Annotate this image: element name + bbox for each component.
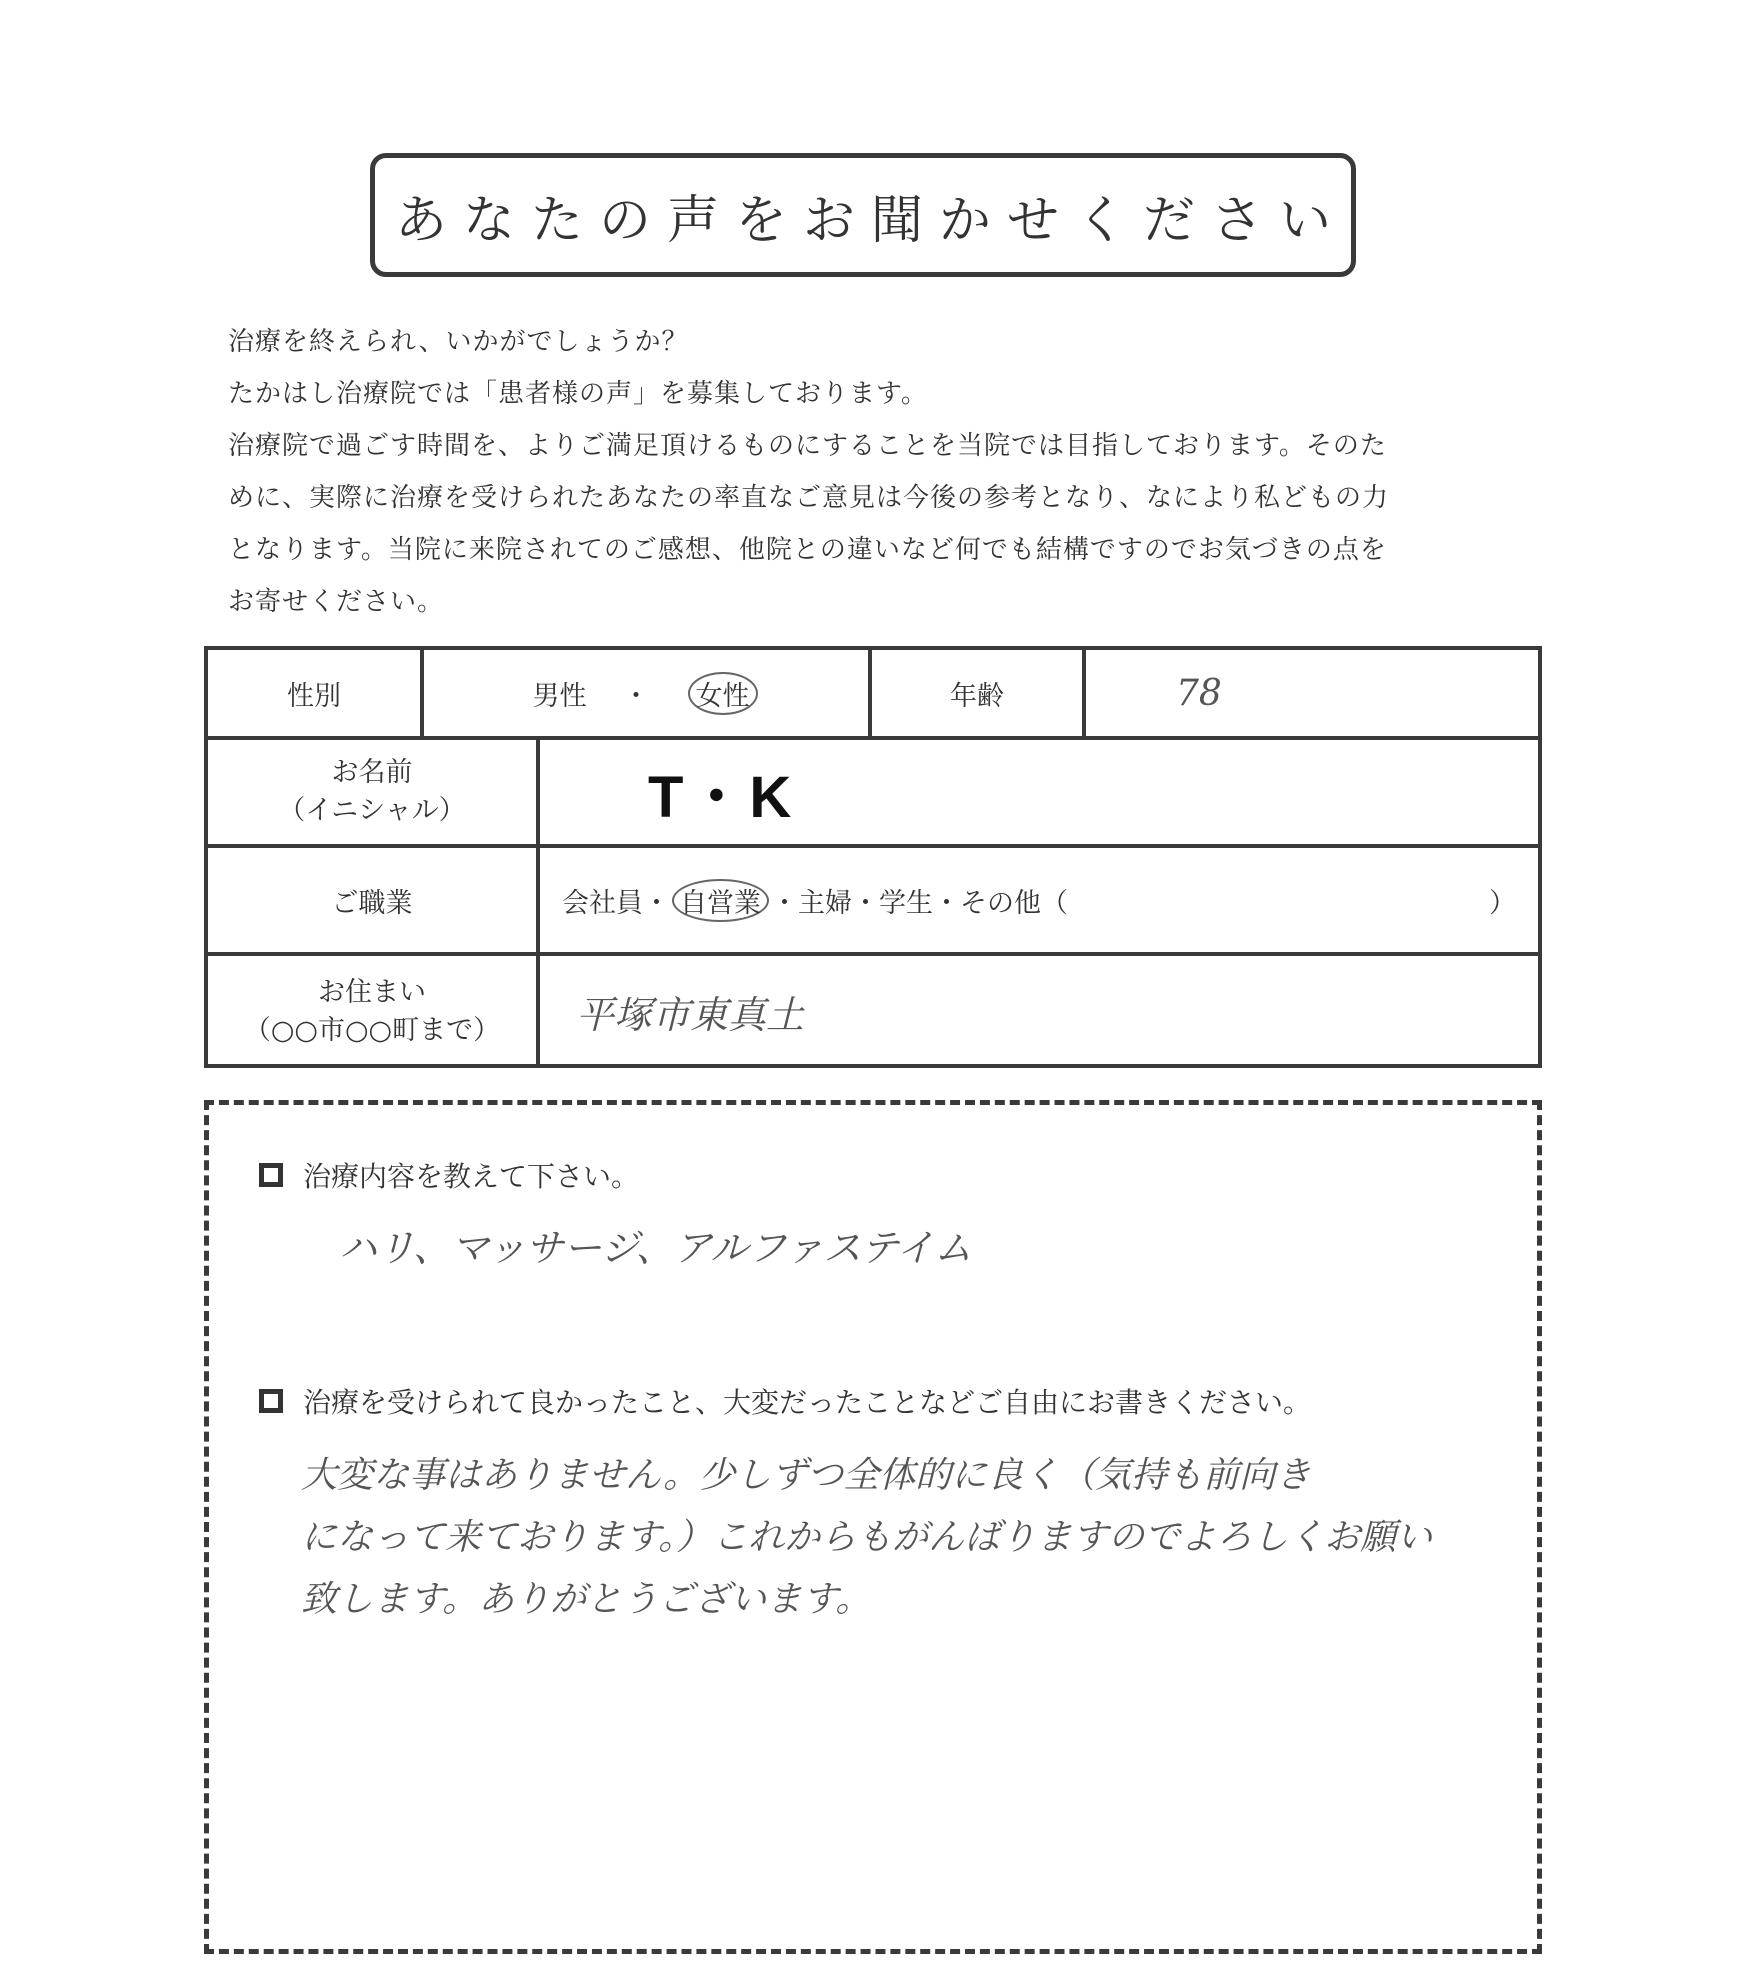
intro-line: となります。当院に来院されてのご感想、他院との違いなど何でも結構ですのでお気づきの点を [228,535,1387,565]
age-value-cell[interactable] [1086,650,1538,736]
question-1 [259,1155,639,1195]
occupation-options-before: 会社員・ [562,887,670,919]
checkbox-icon [259,1389,283,1413]
intro-line: 治療院で過ごす時間を、よりご満足頂けるものにすることを当院では目指しております。そのた [228,431,1387,461]
questions-box [204,1100,1542,1954]
answer-1[interactable] [339,1217,972,1279]
gender-label: 性別 [287,680,341,712]
intro-line: お寄せください。 [228,587,445,617]
name-label-cell [208,740,536,844]
answer-2[interactable] [301,1445,1432,1631]
answer-2-line: 致します。ありがとうございます。 [301,1579,872,1620]
gender-options[interactable] [424,650,868,736]
intro-text [228,316,1558,628]
name-label: お名前 [331,757,413,788]
age-label-cell [872,650,1082,736]
page-title: あなたの声をお聞かせください [394,190,1347,251]
address-value: 平塚市東真土 [576,993,805,1037]
occupation-selected-self-employed[interactable]: 自営業 [672,879,769,922]
occupation-options[interactable] [540,848,1538,952]
answer-2-line: になって来ております。）これからもがんばりますのでよろしくお願い [301,1517,1433,1558]
title-box [370,153,1356,277]
intro-line: 治療を終えられ、いかがでしょうか？ [228,327,689,357]
info-table [204,646,1542,1068]
answer-2-line: 大変な事はありません。少しずつ全体的に良く（気持も前向き [301,1455,1312,1496]
intro-line: めに、実際に治療を受けられたあなたの率直なご意見は今後の参考となり、なにより私どもの力 [228,483,1390,513]
intro-line: たかはし治療院では「患者様の声」を募集しております。 [228,379,928,409]
name-value: T・K [648,765,796,830]
occupation-options-after: ・主婦・学生・その他（ [771,887,1068,919]
checkbox-icon [259,1163,283,1187]
occupation-close-paren: ） [1489,887,1516,919]
address-label-sub: （○○市○○町まで） [243,1015,501,1046]
gender-label-cell [208,650,420,736]
address-label: お住まい [318,977,426,1008]
occupation-label: ご職業 [331,887,413,919]
gender-separator: ・ [622,680,650,712]
occupation-label-cell [208,848,536,952]
name-label-sub: （イニシャル） [278,795,466,826]
gender-male-option[interactable]: 男性 [532,680,587,712]
address-label-cell [208,956,536,1068]
question-2 [259,1381,1311,1421]
question-1-text: 治療内容を教えて下さい。 [303,1160,640,1193]
address-value-cell[interactable] [540,956,1538,1068]
gender-female-option-selected[interactable]: 女性 [688,672,758,715]
question-2-text: 治療を受けられて良かったこと、大変だったことなどご自由にお書きください。 [303,1386,1312,1419]
age-label: 年齢 [950,680,1004,712]
age-value: 78 [1176,672,1222,714]
answer-1-text: ハリ、マッサージ、アルファステイム [339,1226,973,1270]
name-value-cell[interactable] [540,740,1538,844]
